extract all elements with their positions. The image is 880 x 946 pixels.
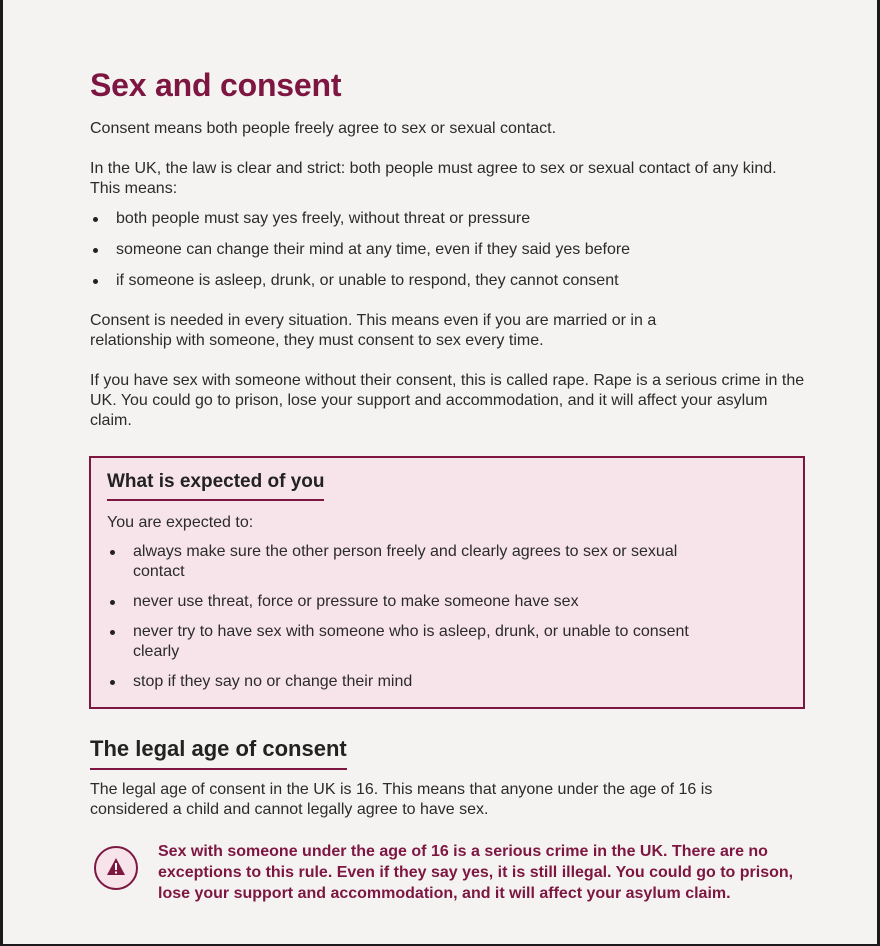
rape-paragraph: If you have sex with someone without their consent, this is called rape. Rape is a serious crime in the UK. You could go to prison, lose your support and accommodation, and it will affect your asylum claim. xyxy=(90,372,805,429)
list-item: both people must say yes freely, without threat or pressure xyxy=(90,209,790,229)
list-item: if someone is asleep, drunk, or unable to respond, they cannot consent xyxy=(90,271,790,291)
age-warning-text: Sex with someone under the age of 16 is a serious crime in the UK. There are no exceptions to this rule. Even if they say yes, it is still illegal. You could go to prison, lose your support and accommodation, and it will affect your asylum claim. xyxy=(158,843,794,902)
expected-box-title: What is expected of you xyxy=(107,471,324,501)
every-situation-paragraph: Consent is needed in every situation. This means even if you are married or in a relationship with someone, they must consent to sex every time. xyxy=(90,312,657,349)
intro-paragraph: Consent means both people freely agree to sex or sexual contact. xyxy=(90,120,557,137)
list-item: always make sure the other person freely and clearly agrees to sex or sexual contact xyxy=(107,542,707,582)
document-page xyxy=(3,0,877,944)
legal-age-paragraph: The legal age of consent in the UK is 16. This means that anyone under the age of 16 is considered a child and cannot legally agree to have sex. xyxy=(90,781,713,818)
list-item: someone can change their mind at any time, even if they said yes before xyxy=(90,240,790,260)
expected-of-you-box xyxy=(89,456,805,709)
expected-bullet-list xyxy=(107,542,707,702)
consent-bullet-list xyxy=(90,209,790,302)
law-paragraph: In the UK, the law is clear and strict: both people must agree to sex or sexual contact of any kind. This means: xyxy=(90,160,777,197)
list-item: never use threat, force or pressure to make someone have sex xyxy=(107,592,707,612)
warning-triangle-icon xyxy=(94,846,138,890)
page-title: Sex and consent xyxy=(90,67,342,103)
expected-box-intro: You are expected to: xyxy=(107,514,254,531)
list-item: stop if they say no or change their mind xyxy=(107,672,707,692)
list-item: never try to have sex with someone who is asleep, drunk, or unable to consent clearly xyxy=(107,622,707,662)
legal-age-heading: The legal age of consent xyxy=(90,736,347,770)
